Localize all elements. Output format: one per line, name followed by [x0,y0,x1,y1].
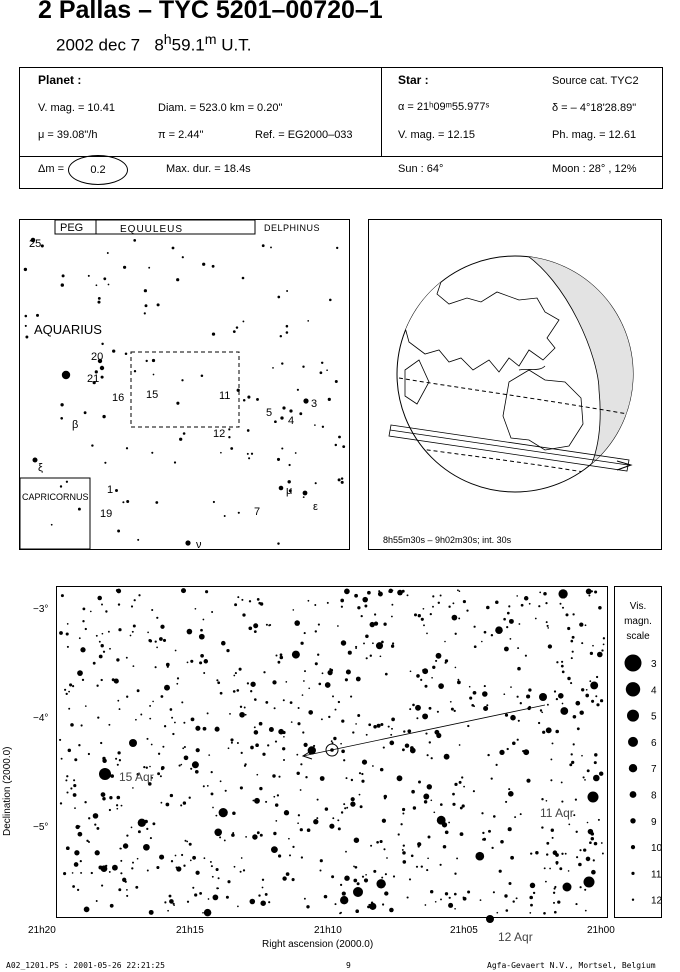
star-phmag: Ph. mag. = 12.61 [552,129,637,141]
star-label: 15 [146,389,159,401]
finder-bright-star [185,540,190,545]
finder-star [66,481,68,483]
finder-star [104,462,106,464]
scale-magnitude-label: 12 [651,895,663,907]
x-tick-label: 21h15 [176,925,204,936]
star-label: 25 [29,238,42,250]
footer-file: A02_1201.PS : 2001-05-26 22:21:25 [6,961,165,970]
scale-dot [625,655,642,672]
finder-star [320,371,323,374]
dm-label: Δm = [38,163,64,175]
finder-star [224,515,226,517]
finder-star [24,268,27,271]
max-duration: Max. dur. = 18.4s [166,163,251,175]
finder-star [286,290,288,292]
star-ra: α = 21ʰ09ᵐ55.977ˢ [398,101,490,113]
finder-star [151,452,153,454]
y-tick-label: −3° [33,604,49,615]
info-divider-vertical [381,68,382,156]
scale-dot [628,737,638,747]
finder-star [262,244,265,247]
finder-star [145,304,148,307]
page-title: 2 Pallas – TYC 5201–00720–1 [38,0,383,24]
scale-items [625,655,663,907]
minute-unit: m [204,32,217,48]
finder-star [289,464,291,466]
finder-star [230,447,233,450]
scale-magnitude-label: 11 [651,869,662,881]
finder-bright-star [289,409,292,412]
finder-star [174,461,176,463]
scale-magnitude-label: 7 [651,764,657,776]
finder-star [134,370,136,372]
scale-magnitude-label: 10 [651,843,663,855]
scale-svg [615,587,661,917]
capricornus-box [20,478,90,549]
finder-star [137,539,139,541]
finder-star [281,362,283,364]
finder-star [277,458,280,461]
finder-star [144,312,146,314]
finder-star [280,335,282,337]
finder-star [103,277,106,280]
y-tick-label: −5° [33,822,49,833]
scale-magnitude-label: 3 [651,659,657,670]
star-label: 4 [288,415,295,427]
finder-star [338,478,341,481]
finder-star [328,398,331,401]
finder-star [172,247,175,250]
planet-motion: μ = 39.08"/h [38,129,98,141]
finder-star [133,239,136,242]
finder-star [155,501,158,504]
finder-bright-star [279,486,284,491]
finder-bright-star [303,398,308,403]
footer-page: 9 [346,961,351,970]
finder-star [181,379,183,381]
finder-star [125,352,128,355]
finder-star [341,481,344,484]
finder-star [148,267,150,269]
finder-star [101,343,103,345]
chart-star-label: 11 Aqr [540,806,574,820]
finder-star [233,330,236,333]
finder-star [152,359,155,362]
finder-star [157,303,160,306]
finder-star [236,326,238,328]
star-label: 5 [266,407,273,419]
finder-star [338,436,341,439]
chart-star-label: 12 Aqr [498,930,533,944]
finder-star [108,284,110,286]
finder-star [25,325,27,327]
finder-star [335,444,337,446]
star-label: 12 [213,428,226,440]
finder-star [295,452,297,454]
finder-star [242,320,244,322]
magnitude-scale [614,586,662,918]
star-header: Star : [398,73,429,87]
scale-magnitude-label: 9 [651,816,657,828]
finder-star [179,438,182,441]
star-label: ξ [38,462,43,474]
finder-star [277,296,280,299]
finder-star [96,284,98,286]
finder-star [60,403,63,406]
finder-star [202,263,205,266]
scale-title: Vis. [629,601,647,612]
finder-star [342,445,345,448]
x-tick-label: 21h05 [450,925,478,936]
scale-dot [631,872,634,875]
finder-star [36,314,39,317]
finder-star [101,376,104,379]
finder-star [329,299,332,302]
finder-star [102,415,105,418]
star-vmag: V. mag. = 12.15 [398,129,475,141]
star-label: 20 [91,351,104,363]
finder-star [126,500,129,503]
star-label: 1 [107,484,114,496]
finder-bright-star [282,406,285,409]
finder-star [270,246,272,248]
chart-star-label: 15 Aqr [119,770,154,784]
finder-star [277,542,279,544]
finder-star [256,398,259,401]
star-label: 19 [100,508,113,520]
planet-diameter: Diam. = 523.0 km = 0.20" [158,102,283,114]
finder-star [117,530,120,533]
event-date: 2002 dec 7 [56,35,141,55]
finder-star [314,424,316,426]
finder-star [341,477,343,479]
finder-bright-star [100,366,104,370]
finder-star [242,277,245,280]
star-label: ε [313,501,318,513]
star-label: β [72,419,79,431]
finder-star [322,426,324,428]
y-tick-label: −4° [33,713,49,724]
finder-star [176,278,179,281]
x-axis-label: Right ascension (2000.0) [262,939,374,950]
finder-star [212,265,215,268]
finder-star [97,301,100,304]
finder-star [315,482,317,484]
planet-parallax: π = 2.44" [158,129,204,141]
event-hour: 8 [154,35,164,55]
scale-title: magn. [624,616,652,627]
finder-star [112,349,115,352]
moon-info: Moon : 28° , 12% [552,163,637,175]
constellation-label: PEG [60,222,84,234]
scale-dot [629,764,637,772]
x-tick-label: 21h20 [28,925,56,936]
finder-star [84,411,87,414]
scale-magnitude-label: 4 [651,685,657,697]
finder-star [25,315,28,318]
star-dec: δ = – 4°18'28.89" [552,102,637,114]
finder-bright-star [303,491,308,496]
globe-panel [368,219,662,550]
finder-star [274,420,277,423]
finder-star [220,452,222,454]
scale-dot [626,682,640,696]
finder-star [247,453,249,455]
scale-magnitude-label: 8 [651,790,657,802]
finder-chart [19,219,350,550]
finder-star [201,374,204,377]
finder-star [123,266,126,269]
constellation-label: EQUULEUS [120,224,184,235]
scale-magnitude-label: 6 [651,737,657,749]
finder-star [281,447,283,449]
scale-magnitude-label: 5 [651,711,657,723]
finder-star [243,399,246,402]
event-minute: 59.1 [171,35,205,55]
finder-star [303,496,305,498]
footer-credit: Agfa-Gevaert N.V., Mortsel, Belgium [487,961,656,970]
finder-star [299,412,302,415]
finder-star [228,436,230,438]
finder-star [176,402,179,405]
finder-star [107,252,109,254]
finder-star [183,432,186,435]
globe-caption: 8h55m30s – 9h02m30s; int. 30s [383,535,512,545]
constellation-label: DELPHINUS [264,223,321,233]
finder-star [297,389,299,391]
finder-star [115,489,118,492]
ut-label: U.T. [216,35,252,55]
star-label: 3 [311,398,318,410]
event-time [56,32,252,56]
finder-star [122,501,124,503]
finder-star [25,336,28,339]
planet-header: Planet : [38,73,82,87]
finder-star [280,416,283,419]
finder-star [213,501,215,503]
finder-star [153,374,155,376]
scale-dot [630,791,637,798]
star-label: ν [196,539,202,551]
finder-star [144,289,147,292]
star-label: 21 [87,373,100,385]
finder-star [251,453,253,455]
finder-star [62,274,65,277]
finder-star [336,247,338,249]
star-12-aqr [486,915,494,923]
finder-bright-star [62,371,70,379]
finder-star [51,524,53,526]
finder-star [98,297,101,300]
finder-star [78,508,81,511]
finder-star [212,332,215,335]
finder-bright-star [33,458,38,463]
finder-star [288,480,291,483]
star-label: μ [286,485,293,497]
finder-star [326,369,328,371]
scale-dot [631,845,635,849]
finder-star [302,366,304,368]
finder-star [88,275,90,277]
finder-star [307,320,309,322]
finder-svg [20,220,349,549]
constellation-label: AQUARIUS [34,322,102,337]
finder-star [272,367,274,369]
finder-star [228,428,230,430]
finder-star [286,331,289,334]
finder-star [238,512,240,514]
finder-star [146,360,148,362]
scale-dot [630,818,635,823]
finder-star [321,362,323,364]
scale-dot [627,710,639,722]
star-label: 16 [112,392,125,404]
x-tick-label: 21h00 [587,925,615,936]
finder-star [182,256,184,258]
constellation-label: CAPRICORNUS [22,492,89,502]
finder-star [286,325,289,328]
finder-star [60,485,62,487]
star-label: 11 [219,390,231,402]
hour-unit: h [163,32,172,48]
finder-star [335,380,338,383]
y-axis-label: Declination (2000.0) [2,746,13,836]
globe-svg [369,220,661,549]
chart-axes-svg [0,586,680,958]
finder-star [247,429,250,432]
finder-star [60,417,63,420]
finder-star-labels [29,238,318,551]
info-divider-horizontal [20,156,662,157]
planet-ref: Ref. = EG2000–033 [255,129,353,141]
scale-title: scale [626,631,650,642]
finder-star [61,283,64,286]
finder-star [126,447,128,449]
x-tick-label: 21h10 [314,925,342,936]
star-source: Source cat. TYC2 [552,75,639,87]
finder-star [91,444,93,446]
info-box [19,67,663,189]
sun-elongation: Sun : 64° [398,163,444,175]
finder-star [247,396,250,399]
star-label: 7 [254,506,261,518]
dm-value: 0.2 [68,155,128,185]
planet-vmag: V. mag. = 10.41 [38,102,115,114]
finder-star [248,457,250,459]
scale-dot [632,899,634,901]
